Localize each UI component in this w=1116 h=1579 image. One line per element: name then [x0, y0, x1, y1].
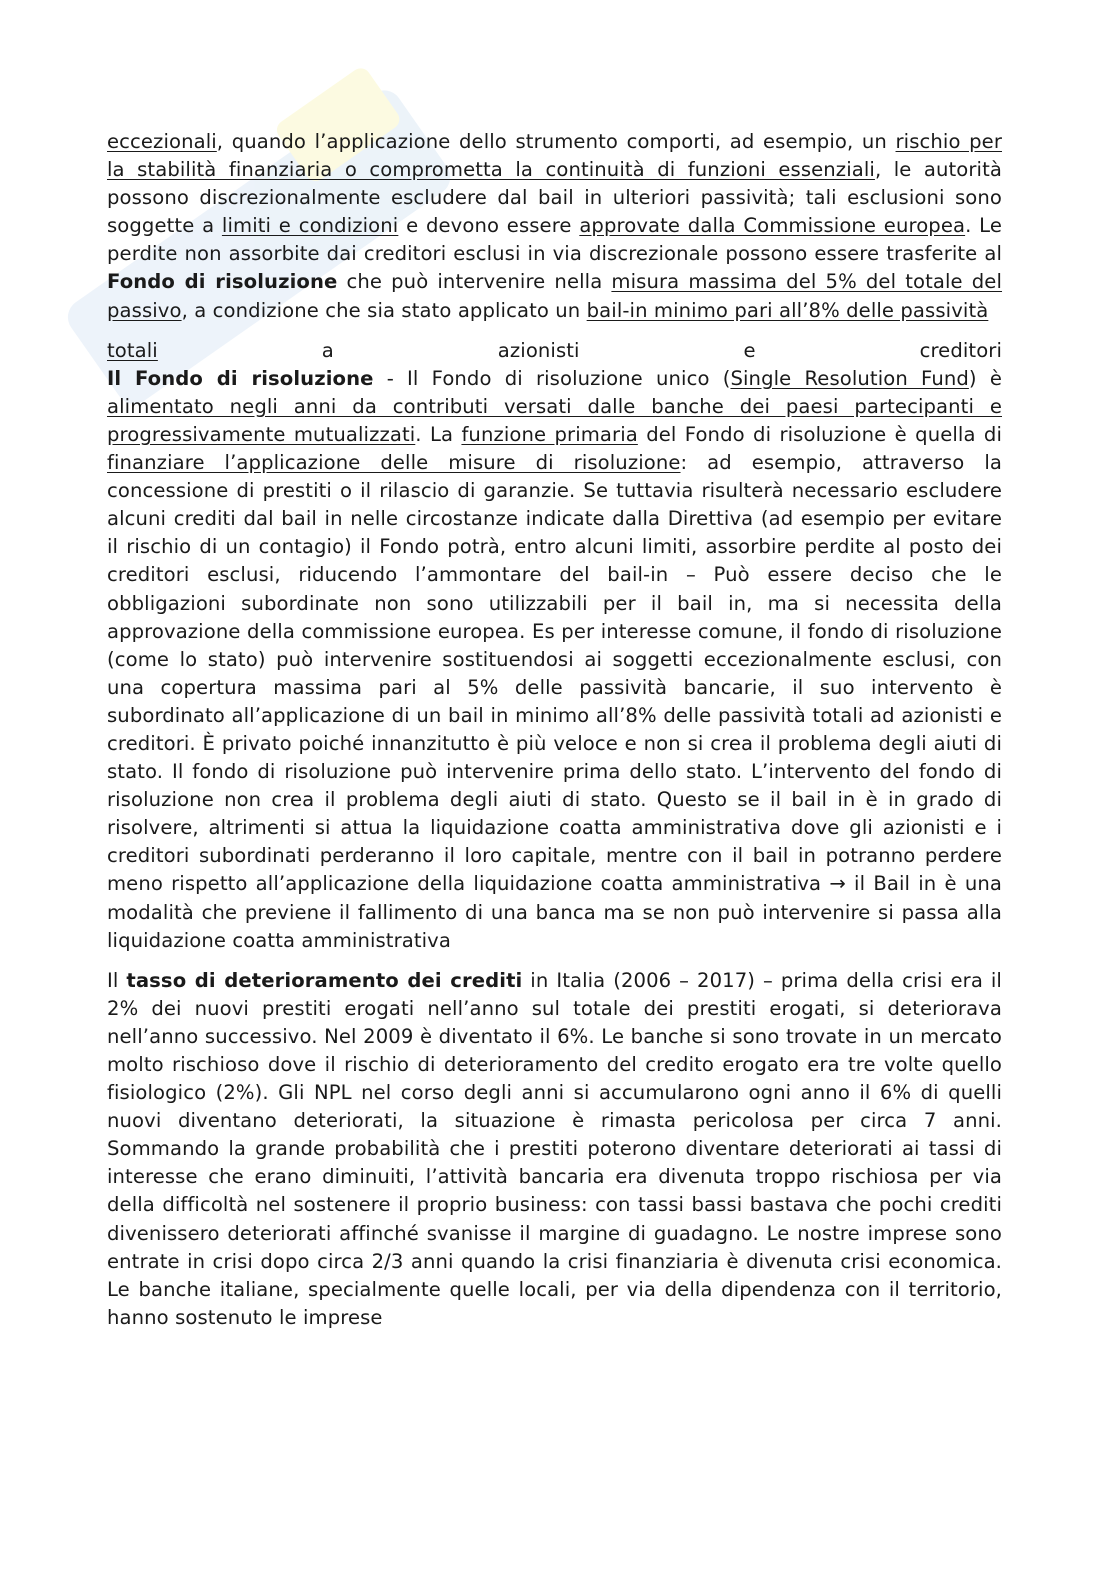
text: , quando l’applicazione dello strumento comporti, ad esempio, un — [216, 130, 896, 153]
text: che può intervenire nella — [337, 270, 612, 294]
underlined-text: totali — [107, 338, 158, 362]
text: a — [321, 338, 334, 362]
paragraph-fondo-risoluzione — [107, 365, 1002, 955]
underlined-text: bail-in minimo pari all’8% delle passività — [586, 298, 989, 322]
text: . La — [415, 422, 462, 446]
underlined-text: finanziare l’applicazione delle misure di risoluzione — [107, 451, 681, 475]
text: - Il Fondo di risoluzione unico ( — [373, 366, 731, 390]
underlined-text: misura massima del 5% del totale del passivo — [107, 270, 1003, 322]
text: creditori — [919, 338, 1002, 362]
paragraph-tasso-deterioramento — [107, 967, 1002, 1332]
spread-line — [107, 337, 1002, 365]
text: azionisti — [497, 338, 580, 362]
underlined-text: Single Resolution Fund — [730, 366, 969, 390]
text: Il — [107, 968, 127, 992]
paragraph-bail-in — [107, 128, 1002, 325]
bold-text: Fondo di risoluzione — [107, 270, 338, 294]
text: . Le perdite non assorbite dai creditori esclusi in via discrezionale possono essere trasferite al — [107, 214, 1002, 266]
text: del Fondo di risoluzione è quella di — [637, 422, 1003, 446]
document-page — [107, 128, 1002, 1332]
underlined-text: eccezionali — [107, 130, 217, 153]
arrow-icon: → — [829, 872, 846, 896]
text: , le autorità possono discrezionalmente escludere dal bail in ulteriori passività; tali esclusioni sono soggette a — [107, 158, 1002, 238]
text: e devono essere — [398, 214, 580, 238]
text: ) è — [968, 366, 1002, 390]
section-heading: Il Fondo di risoluzione — [107, 366, 374, 390]
underlined-text: limiti e condizioni — [221, 214, 399, 238]
text: , a condizione che sia stato applicato un — [181, 298, 587, 322]
text: e — [743, 338, 756, 362]
bold-text: tasso di deterioramento dei crediti — [126, 968, 523, 992]
underlined-text: funzione primaria — [461, 422, 638, 446]
underlined-text: rischio per la stabilità finanziaria o comprometta la continuità di funzioni essenziali — [107, 130, 1002, 182]
text: il Bail in è una modalità che previene il fallimento di una banca ma se non può intervenire si passa alla liquidazione coatta amministrativa — [107, 872, 1003, 952]
text: in Italia (2006 – 2017) – prima della crisi era il 2% dei nuovi prestiti erogati nell’anno sul totale dei prestiti erogati, si deteriorava nell’anno successivo. Nel 2009 è diventato il 6%. Le banche si sono trovate in un mercato molto rischioso dove il rischio di deterioramento del credito erogato era tre volte quello fisiologico (2%). Gli NPL nel corso degli anni si accumularono ogni anno il 6% di quelli nuovi diventano deteriorati, la situazione è rimasta pericolosa per circa 7 anni. Sommando la grande probabilità che i prestiti poterono diventare deteriorati ai tassi di interesse che erano diminuiti, l’attività bancaria era divenuta troppo rischiosa per via della difficoltà nel sostenere il proprio business: con tassi bassi bastava che pochi crediti divenissero deteriorati affinché svanisse il margine di guadagno. Le nostre imprese sono entrate in crisi dopo circa 2/3 anni quando la crisi finanziaria è divenuta crisi economica. Le banche italiane, specialmente quelle locali, per via della dipendenza con il territorio, hanno sostenuto le imprese — [107, 968, 1002, 1329]
underlined-text: approvate dalla Commissione europea — [579, 214, 966, 238]
underlined-text: alimentato negli anni da contributi versati dalle banche dei paesi partecipanti e progressivamente mutualizzati — [107, 394, 1002, 446]
text: : ad esempio, attraverso la concessione di prestiti o il rilascio di garanzie. Se tuttavia risulterà necessario escludere alcuni crediti dal bail in nelle circostanze indicate dalla Direttiva (ad esempio per evitare il rischio di un contagio) il Fondo potrà, entro alcuni limiti, assorbire perdite al posto dei creditori esclusi, riducendo l’ammontare del bail-in – Può essere deciso che le obbligazioni subordinate non sono utilizzabili per il bail in, ma si necessita della approvazione della commissione europea. Es per interesse comune, il fondo di risoluzione (come lo stato) può intervenire sostituendosi ai soggetti eccezionalmente esclusi, con una copertura massima pari al 5% delle passività bancarie, il suo intervento è subordinato all’applicazione di un bail in minimo all’8% delle passività totali ad azionisti e creditori. È privato poiché innanzitutto è più veloce e non si crea il problema degli aiuti di stato. Il fondo di risoluzione può intervenire prima dello stato. L’intervento del fondo di risoluzione non crea il problema degli aiuti di stato. Questo se il bail in è in grado di risolvere, altrimenti si attua la liquidazione coatta amministrativa dove gli azionisti e i creditori subordinati perderanno il loro capitale, mentre con il bail in potranno perdere meno rispetto all’applicazione della liquidazione coatta amministrativa — [107, 451, 1002, 896]
